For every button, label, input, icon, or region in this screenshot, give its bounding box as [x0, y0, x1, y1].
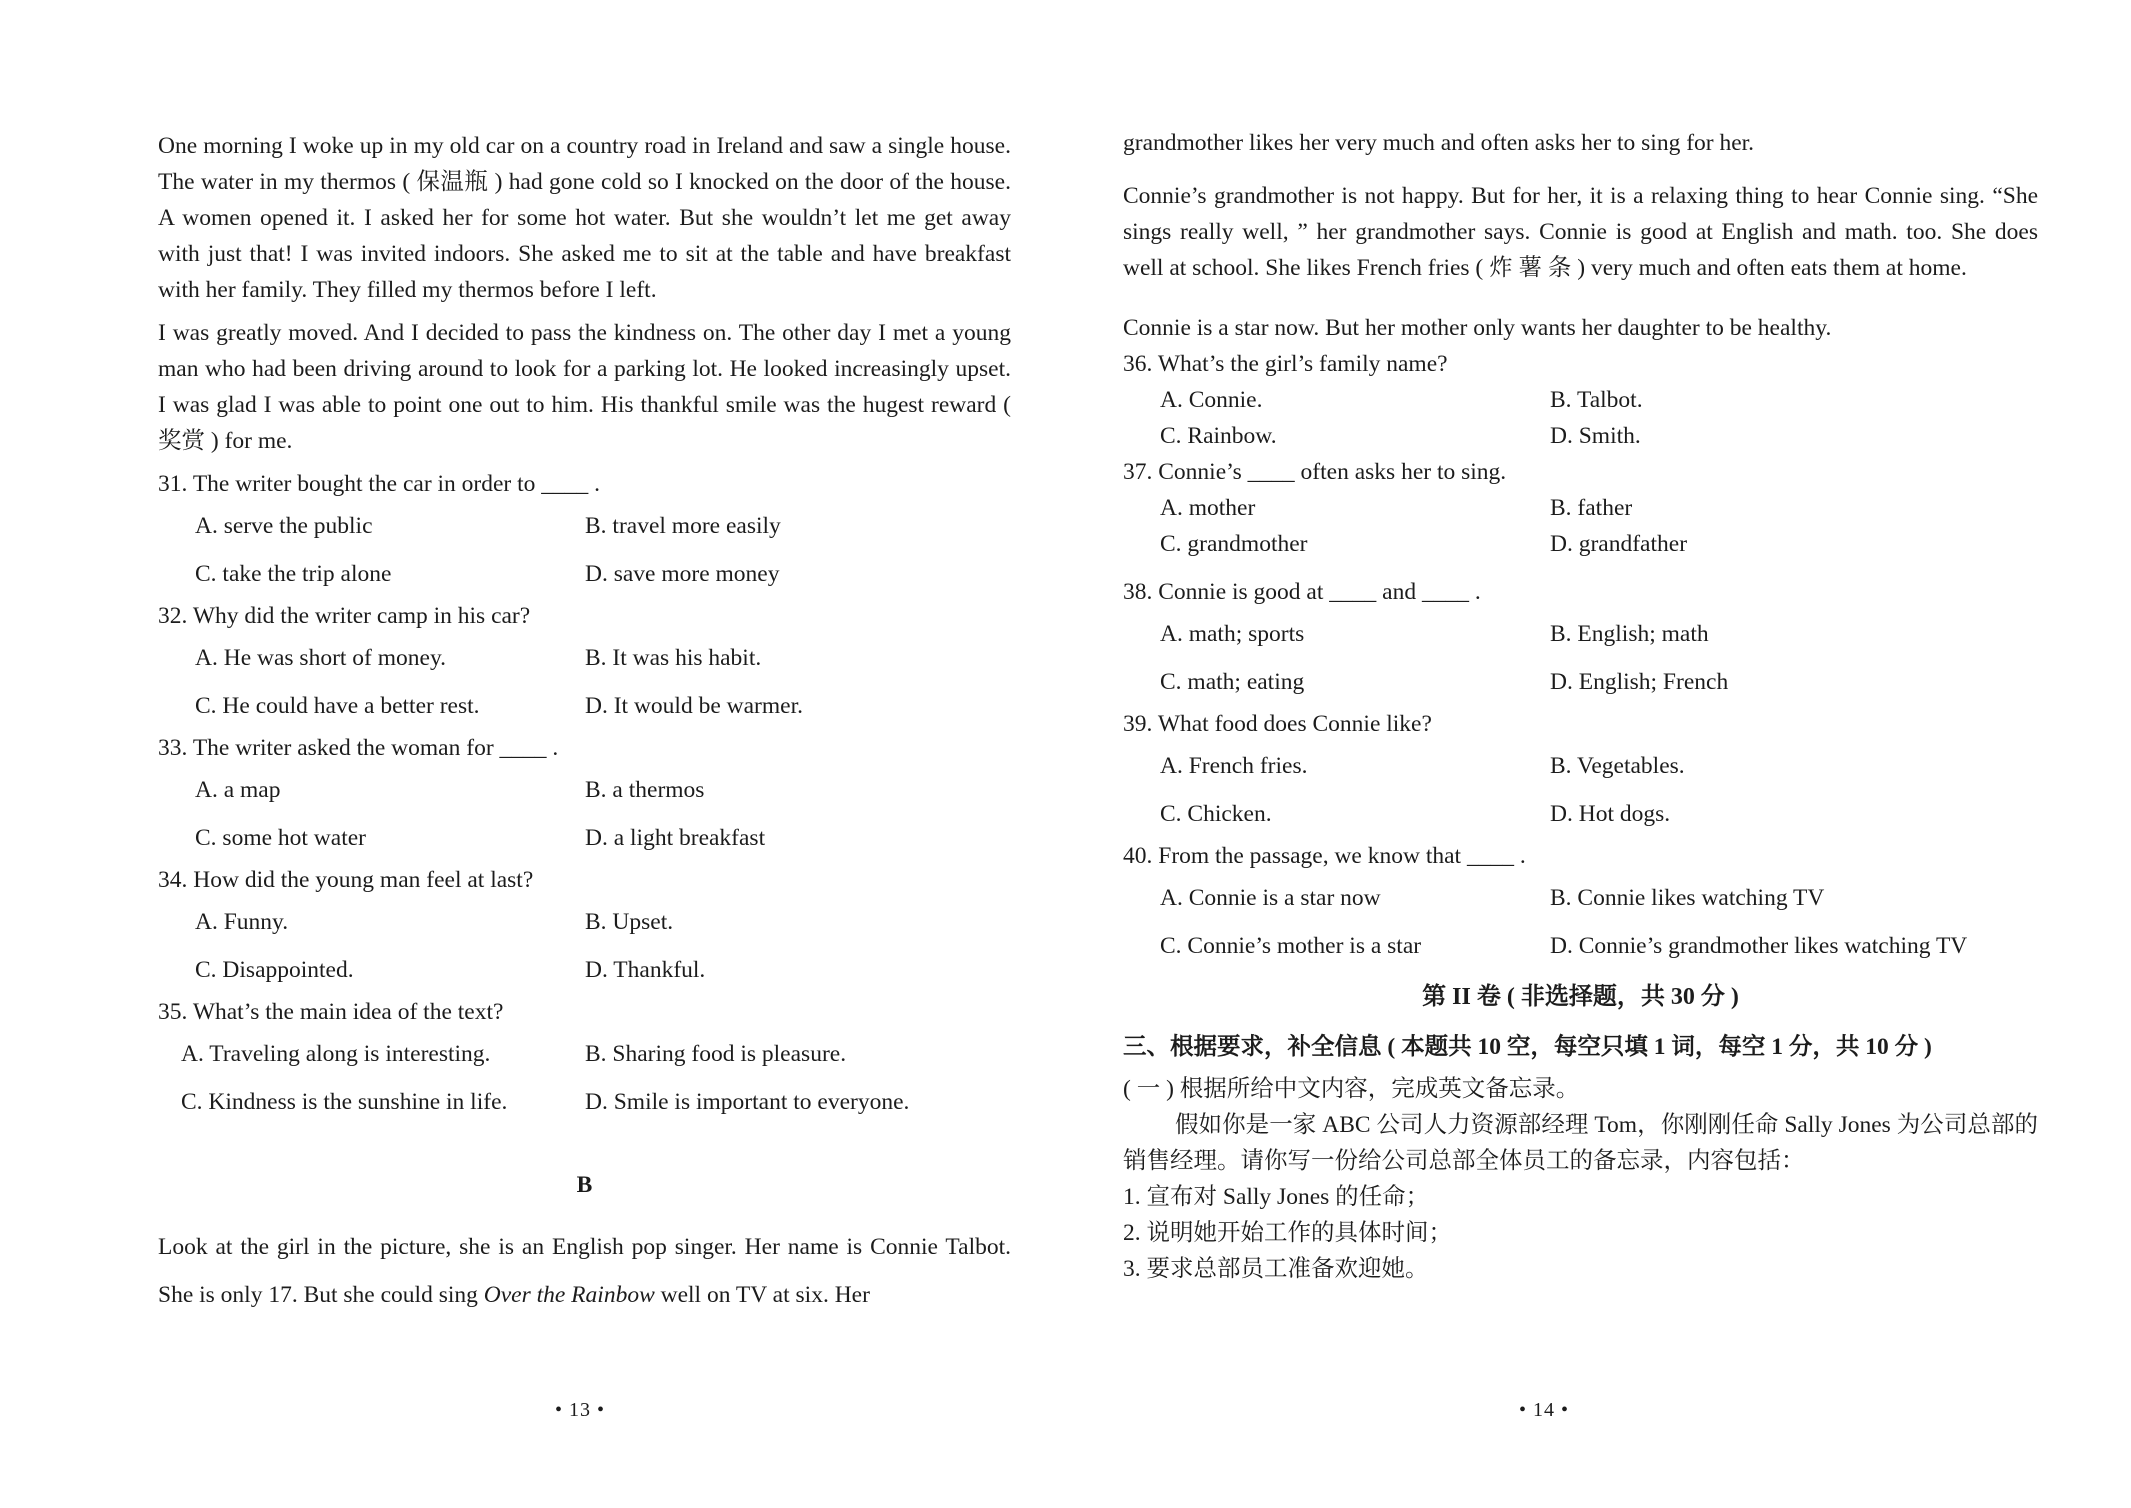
option-d[interactable]: D. Connie’s grandmother likes watching TV	[1550, 933, 1968, 959]
writing-instruction: 假如你是一家 ABC 公司人力资源部经理 Tom，你刚刚任命 Sally Jones 为公司总部的销售经理。请你写一份给公司总部全体员工的备忘录，内容包括：	[1123, 1112, 2038, 1174]
option-c[interactable]: C. He could have a better rest.	[195, 693, 480, 719]
option-a[interactable]: A. a map	[195, 777, 281, 803]
question-stem: 40. From the passage, we know that ____ .	[1123, 843, 1526, 869]
options	[195, 502, 1011, 598]
options	[1160, 874, 2038, 970]
option-c[interactable]: C. some hot water	[195, 825, 366, 851]
left-column	[158, 128, 1011, 1319]
passage-paragraph-3: Connie is a star now. But her mother only wants her daughter to be healthy.	[1123, 315, 1832, 341]
question-stem: 35. What’s the main idea of the text?	[158, 999, 504, 1025]
option-c[interactable]: C. math; eating	[1160, 669, 1305, 695]
option-b[interactable]: B. a thermos	[585, 777, 705, 803]
page-number: • 13 •	[555, 1399, 606, 1421]
question-stem: 36. What’s the girl’s family name?	[1123, 351, 1448, 377]
options	[1160, 490, 2038, 562]
requirement-1: 1. 宣布对 Sally Jones 的任命；	[1123, 1184, 1430, 1210]
option-a[interactable]: A. Connie is a star now	[1160, 885, 1381, 911]
question-38	[1123, 574, 2038, 706]
passage-paragraph-continued: grandmother likes her very much and often asks her to sing for her.	[1123, 130, 1755, 156]
option-d[interactable]: D. grandfather	[1550, 531, 1688, 557]
option-d[interactable]: D. It would be warmer.	[585, 693, 803, 719]
option-b[interactable]: B. It was his habit.	[585, 645, 762, 671]
option-a[interactable]: A. French fries.	[1160, 753, 1308, 779]
option-a[interactable]: A. Funny.	[195, 909, 289, 935]
passage-paragraph-2: Connie’s grandmother is not happy. But for her, it is a relaxing thing to hear Connie sing. “She sings really well, ” her grandmother says. Connie is good at English and math. too. She does well at school. She likes French fries ( 炸 薯 条 ) very much and often eats them at home.	[1123, 183, 2038, 281]
option-a[interactable]: A. math; sports	[1160, 621, 1305, 647]
option-a[interactable]: A. serve the public	[195, 513, 373, 539]
option-b[interactable]: B. Upset.	[585, 909, 674, 935]
question-34	[158, 862, 1011, 994]
option-b[interactable]: B. father	[1550, 495, 1633, 521]
right-column	[1123, 125, 2038, 1287]
options	[181, 1030, 1011, 1126]
question-31	[158, 466, 1011, 598]
question-stem: 31. The writer bought the car in order to ____ .	[158, 471, 601, 497]
option-c[interactable]: C. Kindness is the sunshine in life.	[181, 1089, 508, 1115]
option-d[interactable]: D. Smith.	[1550, 423, 1641, 449]
option-b[interactable]: B. Vegetables.	[1550, 753, 1685, 779]
section-b-heading: B	[576, 1172, 593, 1198]
page-13	[0, 0, 1065, 1508]
question-stem: 37. Connie’s ____ often asks her to sing.	[1123, 459, 1507, 485]
page-number: • 14 •	[1519, 1399, 1570, 1421]
requirement-2: 2. 说明她开始工作的具体时间；	[1123, 1220, 1452, 1246]
question-stem: 33. The writer asked the woman for ____ .	[158, 735, 559, 761]
question-stem: 32. Why did the writer camp in his car?	[158, 603, 531, 629]
options	[1160, 382, 2038, 454]
section-b-text-2: well on TV at six. Her	[654, 1282, 870, 1308]
options	[1160, 610, 2038, 706]
option-b[interactable]: B. Connie likes watching TV	[1550, 885, 1825, 911]
option-d[interactable]: D. a light breakfast	[585, 825, 766, 851]
question-stem: 34. How did the young man feel at last?	[158, 867, 534, 893]
question-37	[1123, 454, 2038, 562]
question-35	[158, 994, 1011, 1126]
option-b[interactable]: B. Talbot.	[1550, 387, 1643, 413]
option-c[interactable]: C. Chicken.	[1160, 801, 1272, 827]
question-39	[1123, 706, 2038, 838]
requirement-3: 3. 要求总部员工准备欢迎她。	[1123, 1256, 1429, 1282]
option-c[interactable]: C. Connie’s mother is a star	[1160, 933, 1422, 959]
passage-paragraph-1: One morning I woke up in my old car on a country road in Ireland and saw a single house. The water in my thermos ( 保温瓶 ) had gone cold so I knocked on the door of the house. A women opened it. I asked her for some hot water. But she wouldn’t let me get away with just that! I was invited indoors. She asked me to sit at the table and have breakfast with her family. They filled my thermos before I left.	[158, 133, 1011, 303]
option-c[interactable]: C. Disappointed.	[195, 957, 354, 983]
option-b[interactable]: B. English; math	[1550, 621, 1709, 647]
option-d[interactable]: D. English; French	[1550, 669, 1729, 695]
section-b-paragraph	[158, 1223, 1011, 1319]
question-40	[1123, 838, 2038, 970]
options	[1160, 742, 2038, 838]
passage-paragraph-2: I was greatly moved. And I decided to pass the kindness on. The other day I met a young man who had been driving around to look for a parking lot. He looked increasingly upset. I was glad I was able to point one out to him. His thankful smile was the hugest reward ( 奖赏 ) for me.	[158, 320, 1011, 454]
section-b-text-1: Look at the girl in the picture, she is an English pop singer. Her name is Connie Talbot. She is only 17. But she could sing	[158, 1234, 1011, 1308]
option-a[interactable]: A. Traveling along is interesting.	[181, 1041, 491, 1067]
page-14	[1066, 0, 2131, 1508]
option-c[interactable]: C. take the trip alone	[195, 561, 392, 587]
option-a[interactable]: A. mother	[1160, 495, 1256, 521]
options	[195, 898, 1011, 994]
option-a[interactable]: A. Connie.	[1160, 387, 1263, 413]
option-d[interactable]: D. Smile is important to everyone.	[585, 1089, 910, 1115]
question-33	[158, 730, 1011, 862]
options	[195, 766, 1011, 862]
options	[195, 634, 1011, 730]
option-c[interactable]: C. grandmother	[1160, 531, 1308, 557]
option-b[interactable]: B. travel more easily	[585, 513, 781, 539]
option-b[interactable]: B. Sharing food is pleasure.	[585, 1041, 847, 1067]
option-a[interactable]: A. He was short of money.	[195, 645, 447, 671]
question-stem: 39. What food does Connie like?	[1123, 711, 1432, 737]
section-3-title: 三、根据要求，补全信息 ( 本题共 10 空，每空只填 1 词，每空 1 分，共 10 分 )	[1123, 1034, 1932, 1060]
option-d[interactable]: D. Hot dogs.	[1550, 801, 1671, 827]
option-c[interactable]: C. Rainbow.	[1160, 423, 1277, 449]
part-2-title: 第 II 卷 ( 非选择题，共 30 分 )	[1422, 984, 1739, 1010]
option-d[interactable]: D. Thankful.	[585, 957, 706, 983]
sub-section-title: ( 一 ) 根据所给中文内容，完成英文备忘录。	[1123, 1076, 1580, 1102]
question-36	[1123, 346, 2038, 454]
question-32	[158, 598, 1011, 730]
question-stem: 38. Connie is good at ____ and ____ .	[1123, 579, 1481, 605]
song-title: Over the Rainbow	[483, 1282, 655, 1308]
option-d[interactable]: D. save more money	[585, 561, 780, 587]
